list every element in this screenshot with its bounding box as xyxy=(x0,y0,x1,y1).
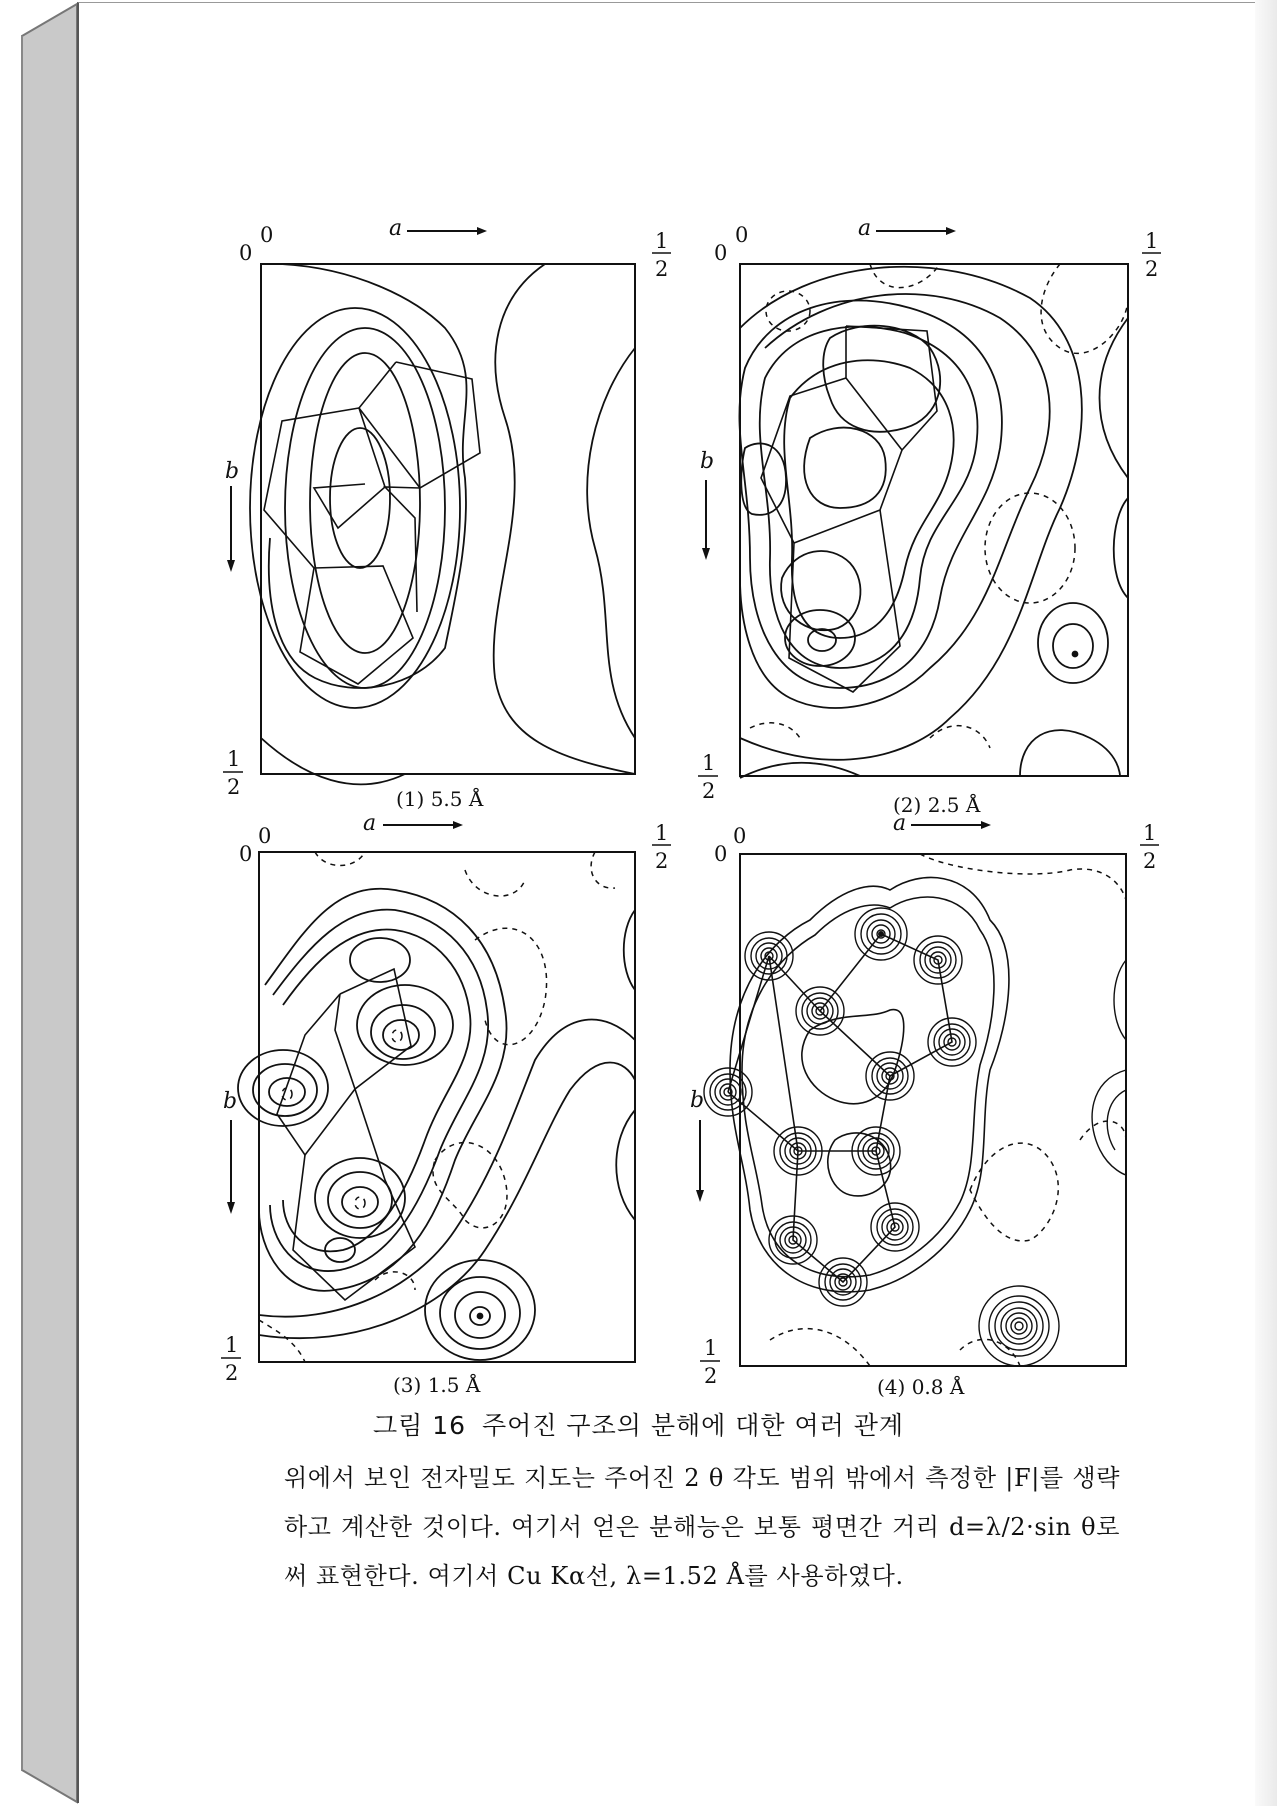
axis-a-label: a xyxy=(363,811,377,836)
panel-1-caption: (1) 5.5 Å xyxy=(396,787,484,811)
panel-2-caption: (2) 2.5 Å xyxy=(893,793,981,817)
origin-y-label: 0 xyxy=(239,241,253,265)
figure-number: 그림 16 xyxy=(372,1411,467,1440)
half-x-den: 2 xyxy=(1143,849,1157,873)
half-y-num: 1 xyxy=(227,747,241,771)
origin-x-label: 0 xyxy=(260,223,274,247)
panel-3-caption: (3) 1.5 Å xyxy=(393,1373,481,1397)
origin-x-label: 0 xyxy=(735,223,749,247)
axis-b-label: b xyxy=(690,1088,705,1113)
half-y-den: 2 xyxy=(704,1364,718,1388)
origin-x-label: 0 xyxy=(733,824,747,848)
half-y-den: 2 xyxy=(702,779,716,803)
figure-caption-text: 주어진 구조의 분해에 대한 여러 관계 xyxy=(482,1411,905,1440)
half-x-den: 2 xyxy=(655,257,669,281)
half-x-den: 2 xyxy=(655,849,669,873)
half-x-num: 1 xyxy=(1145,229,1159,253)
axis-a-label: a xyxy=(389,218,403,241)
half-y-den: 2 xyxy=(227,775,241,799)
origin-y-label: 0 xyxy=(714,842,728,866)
half-y-num: 1 xyxy=(704,1336,718,1360)
figure-caption xyxy=(0,1406,1277,1442)
paragraph-text: 위에서 보인 전자밀도 지도는 주어진 2 θ 각도 범위 밖에서 측정한 |F|를 생략하고 계산한 것이다. 여기서 얻은 분해능은 보통 평면간 거리 d=λ/2·sin θ로써 표현한다. 여기서 Cu Kα선, λ=1.52 Å를 사용하였다. xyxy=(284,1464,1120,1590)
axis-a-label: a xyxy=(893,811,907,836)
axis-a-label: a xyxy=(858,218,872,241)
half-x-num: 1 xyxy=(655,229,669,253)
axis-b-label: b xyxy=(700,449,715,474)
origin-x-label: 0 xyxy=(258,824,272,848)
axis-b-label: b xyxy=(225,459,240,484)
origin-y-label: 0 xyxy=(714,241,728,265)
panel-4-caption: (4) 0.8 Å xyxy=(877,1375,965,1399)
half-x-num: 1 xyxy=(1143,821,1157,845)
axis-b-label: b xyxy=(223,1089,238,1114)
body-paragraph xyxy=(258,1454,1120,1601)
half-x-num: 1 xyxy=(655,821,669,845)
origin-y-label: 0 xyxy=(239,842,253,866)
half-y-num: 1 xyxy=(702,751,716,775)
half-y-den: 2 xyxy=(225,1361,239,1385)
half-x-den: 2 xyxy=(1145,257,1159,281)
half-y-num: 1 xyxy=(225,1333,239,1357)
